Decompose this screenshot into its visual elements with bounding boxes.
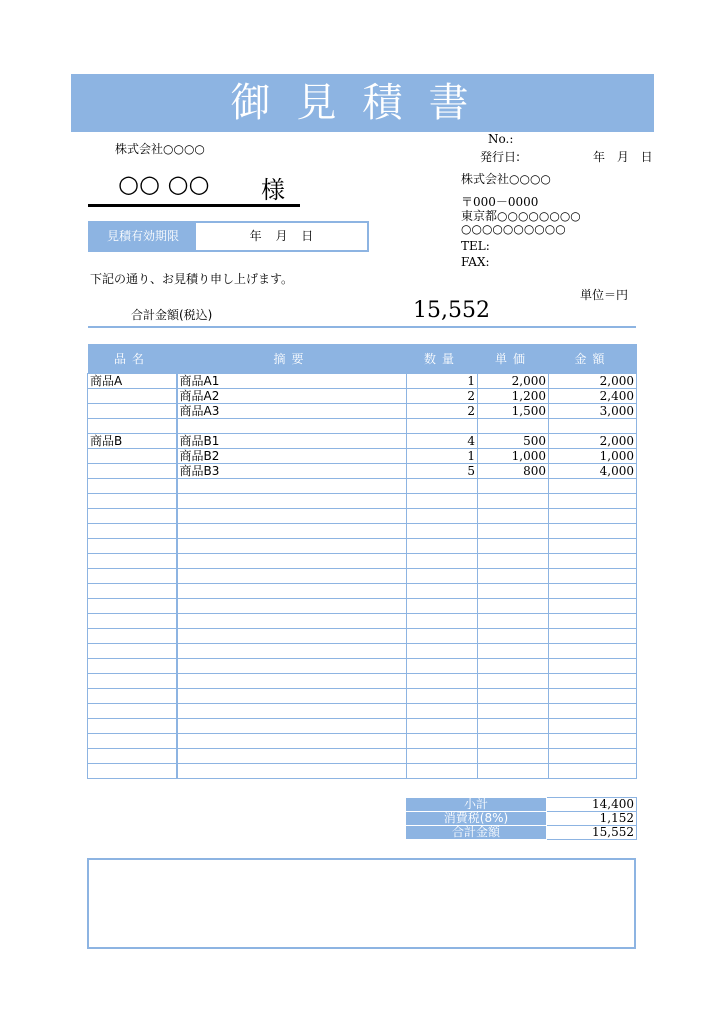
item-name-cell (88, 449, 177, 464)
description-cell (177, 629, 407, 644)
amount-cell (549, 644, 637, 659)
memo-box[interactable] (87, 858, 636, 949)
issue-date-label: 発行日: (480, 150, 521, 164)
tax-value: 1,152 (547, 812, 637, 826)
grand-total-value: 15,552 (547, 826, 637, 840)
description-cell (177, 704, 407, 719)
quantity-cell: 2 (407, 389, 478, 404)
total-underline (88, 326, 636, 328)
unit-price-cell (478, 734, 549, 749)
subtotal-row (406, 798, 637, 812)
unit-price-cell (478, 644, 549, 659)
description-cell (177, 644, 407, 659)
header-item-name: 品名 (88, 344, 177, 374)
quantity-cell (407, 764, 478, 779)
grand-total-row (406, 826, 637, 840)
grand-total-label: 合計金額 (406, 826, 547, 840)
quantity-cell (407, 749, 478, 764)
amount-cell (549, 704, 637, 719)
item-name-cell (88, 674, 177, 689)
item-name-cell (88, 419, 177, 434)
issuer-tel: TEL: (461, 239, 490, 253)
amount-cell: 2,000 (549, 434, 637, 449)
description-cell: 商品A2 (177, 389, 407, 404)
quantity-cell (407, 494, 478, 509)
item-name-cell (88, 689, 177, 704)
table-row (88, 509, 637, 524)
unit-price-cell (478, 659, 549, 674)
header-description: 摘要 (177, 344, 407, 374)
unit-price-cell (478, 704, 549, 719)
table-row (88, 404, 637, 419)
quantity-cell (407, 524, 478, 539)
item-name-cell (88, 704, 177, 719)
item-name-cell (88, 734, 177, 749)
table-row (88, 419, 637, 434)
validity-date: 年 月 日 (249, 229, 314, 243)
unit-price-cell (478, 539, 549, 554)
quantity-cell (407, 614, 478, 629)
quantity-cell (407, 554, 478, 569)
description-cell (177, 419, 407, 434)
description-cell (177, 524, 407, 539)
table-row (88, 479, 637, 494)
item-name-cell (88, 629, 177, 644)
amount-cell (549, 584, 637, 599)
description-cell (177, 764, 407, 779)
amount-cell (549, 539, 637, 554)
subtotal-value: 14,400 (547, 798, 637, 812)
tax-label: 消費税(8%) (406, 812, 547, 826)
description-cell (177, 539, 407, 554)
table-row (88, 644, 637, 659)
table-row (88, 659, 637, 674)
unit-price-cell (478, 569, 549, 584)
issuer-postal: 〒000－0000 (461, 195, 539, 209)
issuer-address-1: 東京都○○○○○○○○ (461, 209, 581, 223)
quantity-cell (407, 599, 478, 614)
unit-price-cell (478, 479, 549, 494)
amount-cell (549, 749, 637, 764)
item-name-cell (88, 599, 177, 614)
table-row (88, 599, 637, 614)
unit-price-cell (478, 614, 549, 629)
items-table (87, 344, 637, 779)
amount-cell (549, 569, 637, 584)
amount-cell (549, 524, 637, 539)
amount-cell (549, 554, 637, 569)
description-cell (177, 749, 407, 764)
recipient-name: ○○ ○○ (118, 170, 210, 198)
quantity-cell: 2 (407, 404, 478, 419)
item-name-cell (88, 644, 177, 659)
item-name-cell (88, 479, 177, 494)
unit-price-cell: 1,200 (478, 389, 549, 404)
item-name-cell (88, 404, 177, 419)
description-cell: 商品A1 (177, 374, 407, 389)
amount-cell (549, 599, 637, 614)
unit-price-cell: 500 (478, 434, 549, 449)
description-cell: 商品A3 (177, 404, 407, 419)
unit-price-cell (478, 599, 549, 614)
unit-price-cell (478, 689, 549, 704)
item-name-cell: 商品B (88, 434, 177, 449)
table-row (88, 584, 637, 599)
description-cell (177, 479, 407, 494)
unit-price-cell (478, 494, 549, 509)
description-cell: 商品B2 (177, 449, 407, 464)
unit-price-cell (478, 554, 549, 569)
header-amount: 金額 (549, 344, 637, 374)
quantity-cell (407, 644, 478, 659)
validity-label: 見積有効期限 (90, 223, 196, 250)
issue-date-value: 年 月 日 (593, 150, 653, 164)
description-cell (177, 719, 407, 734)
quantity-cell: 1 (407, 449, 478, 464)
item-name-cell (88, 524, 177, 539)
quantity-cell (407, 509, 478, 524)
description-cell (177, 569, 407, 584)
quantity-cell (407, 539, 478, 554)
issuer-fax: FAX: (461, 255, 490, 269)
item-name-cell (88, 389, 177, 404)
table-row (88, 494, 637, 509)
quantity-cell (407, 689, 478, 704)
unit-price-cell (478, 719, 549, 734)
table-row (88, 764, 637, 779)
item-name-cell (88, 569, 177, 584)
recipient-underline (88, 204, 300, 207)
unit-price-cell (478, 524, 549, 539)
unit-price-cell (478, 764, 549, 779)
table-row (88, 554, 637, 569)
item-name-cell (88, 749, 177, 764)
greeting-text: 下記の通り、お見積り申し上げます。 (90, 272, 294, 286)
table-row (88, 689, 637, 704)
table-row (88, 629, 637, 644)
table-row (88, 674, 637, 689)
description-cell (177, 659, 407, 674)
item-name-cell: 商品A (88, 374, 177, 389)
unit-price-cell (478, 419, 549, 434)
amount-cell (549, 629, 637, 644)
quantity-cell (407, 479, 478, 494)
quantity-cell (407, 569, 478, 584)
quantity-cell (407, 734, 478, 749)
amount-cell (549, 689, 637, 704)
item-name-cell (88, 719, 177, 734)
description-cell (177, 509, 407, 524)
summary-table (405, 797, 637, 840)
quantity-cell: 4 (407, 434, 478, 449)
header-quantity: 数量 (407, 344, 478, 374)
item-name-cell (88, 614, 177, 629)
quantity-cell (407, 584, 478, 599)
item-name-cell (88, 509, 177, 524)
amount-cell: 1,000 (549, 449, 637, 464)
item-name-cell (88, 494, 177, 509)
description-cell: 商品B3 (177, 464, 407, 479)
total-label: 合計金額(税込) (131, 308, 213, 322)
total-amount: 15,552 (413, 298, 490, 323)
description-cell (177, 494, 407, 509)
amount-cell (549, 509, 637, 524)
unit-label: 単位＝円 (580, 288, 629, 302)
amount-cell (549, 479, 637, 494)
honorific: 様 (261, 176, 285, 204)
amount-cell: 2,400 (549, 389, 637, 404)
issuer-company: 株式会社○○○○ (461, 172, 551, 186)
amount-cell (549, 734, 637, 749)
table-row (88, 569, 637, 584)
quantity-cell (407, 704, 478, 719)
amount-cell (549, 419, 637, 434)
item-name-cell (88, 539, 177, 554)
unit-price-cell: 2,000 (478, 374, 549, 389)
quantity-cell (407, 419, 478, 434)
item-name-cell (88, 464, 177, 479)
table-row (88, 734, 637, 749)
description-cell (177, 614, 407, 629)
amount-cell (549, 614, 637, 629)
subtotal-label: 小計 (406, 798, 547, 812)
description-cell (177, 584, 407, 599)
table-row (88, 464, 637, 479)
quantity-cell: 5 (407, 464, 478, 479)
quantity-cell: 1 (407, 374, 478, 389)
quantity-cell (407, 674, 478, 689)
item-name-cell (88, 584, 177, 599)
item-name-cell (88, 764, 177, 779)
amount-cell: 2,000 (549, 374, 637, 389)
description-cell (177, 599, 407, 614)
unit-price-cell (478, 674, 549, 689)
unit-price-cell (478, 509, 549, 524)
description-cell (177, 734, 407, 749)
validity-box (88, 221, 369, 252)
quantity-cell (407, 629, 478, 644)
item-name-cell (88, 659, 177, 674)
unit-price-cell: 1,500 (478, 404, 549, 419)
unit-price-cell: 800 (478, 464, 549, 479)
description-cell (177, 689, 407, 704)
table-row (88, 704, 637, 719)
table-row (88, 539, 637, 554)
amount-cell (549, 719, 637, 734)
table-row (88, 749, 637, 764)
unit-price-cell (478, 749, 549, 764)
unit-price-cell: 1,000 (478, 449, 549, 464)
table-row (88, 374, 637, 389)
recipient-company: 株式会社○○○○ (115, 142, 205, 156)
document-title: 御見積書 (71, 74, 654, 132)
amount-cell (549, 659, 637, 674)
table-header-row (88, 344, 637, 374)
amount-cell (549, 674, 637, 689)
amount-cell: 3,000 (549, 404, 637, 419)
quantity-cell (407, 659, 478, 674)
table-row (88, 524, 637, 539)
table-row (88, 434, 637, 449)
amount-cell (549, 494, 637, 509)
quantity-cell (407, 719, 478, 734)
table-row (88, 449, 637, 464)
item-name-cell (88, 554, 177, 569)
issuer-address-2: ○○○○○○○○○○ (461, 222, 566, 236)
no-label: No.: (488, 132, 514, 146)
unit-price-cell (478, 584, 549, 599)
tax-row (406, 812, 637, 826)
description-cell (177, 554, 407, 569)
description-cell: 商品B1 (177, 434, 407, 449)
table-row (88, 614, 637, 629)
table-row (88, 389, 637, 404)
unit-price-cell (478, 629, 549, 644)
description-cell (177, 674, 407, 689)
table-row (88, 719, 637, 734)
amount-cell (549, 764, 637, 779)
header-unit-price: 単価 (478, 344, 549, 374)
amount-cell: 4,000 (549, 464, 637, 479)
